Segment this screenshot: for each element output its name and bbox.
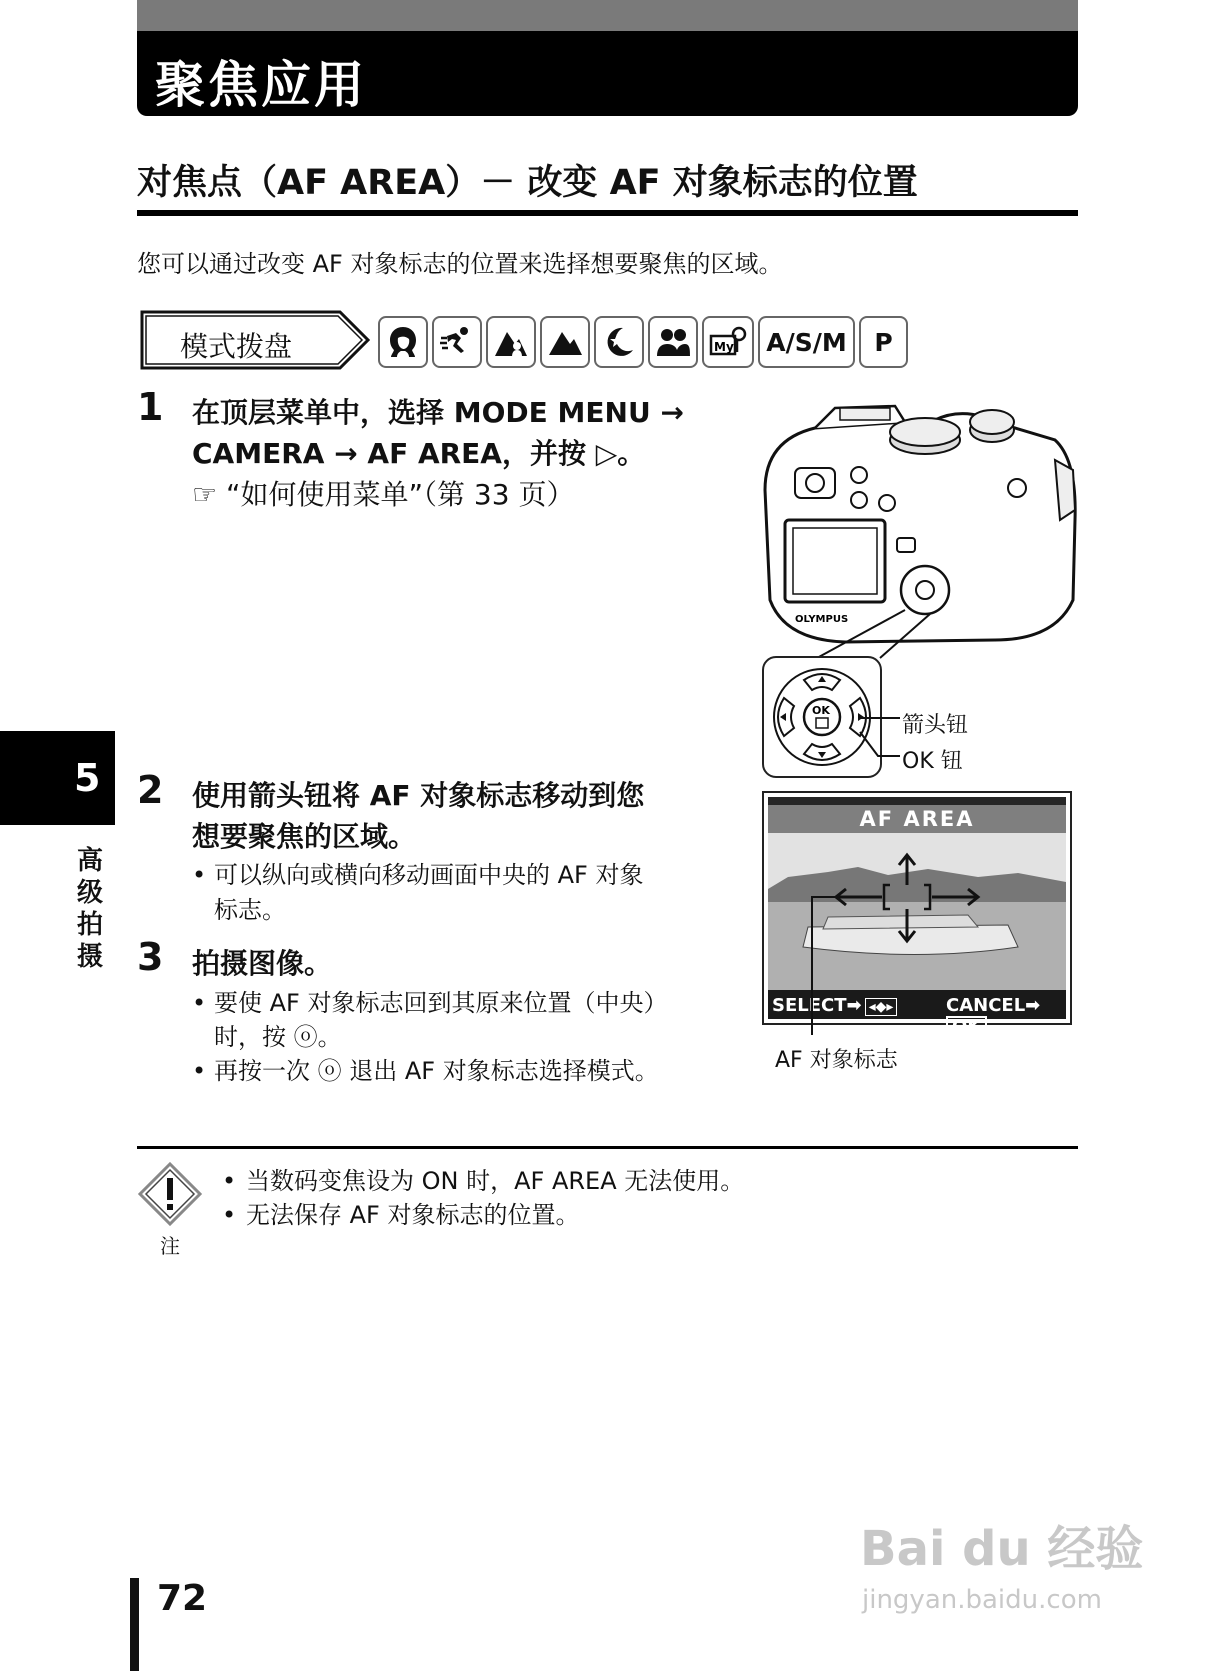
ok-button-text: OK bbox=[812, 704, 830, 717]
step-2-bullet-cont: 标志。 bbox=[214, 896, 286, 924]
step-1-line-2: CAMERA → AF AREA，并按 ▷。 bbox=[192, 437, 646, 470]
portrait-icon bbox=[378, 316, 428, 368]
note-label: 注 bbox=[160, 1234, 180, 1258]
step-3-bullet-1: • 要使 AF 对象标志回到其原来位置（中央） bbox=[192, 989, 668, 1017]
watermark-url: jingyan.baidu.com bbox=[862, 1585, 1102, 1615]
page-title: 聚焦应用 bbox=[155, 56, 367, 114]
page-number: 72 bbox=[157, 1578, 208, 1619]
note-item-1: • 当数码变焦设为 ON 时，AF AREA 无法使用。 bbox=[222, 1167, 745, 1195]
warning-icon bbox=[138, 1162, 202, 1226]
arrow-button-label: 箭头钮 bbox=[902, 713, 969, 738]
ok-button-label: OK 钮 bbox=[902, 749, 963, 774]
mode-dial-label: 模式拨盘 bbox=[180, 330, 293, 363]
watermark-logo: Bai du 经验 bbox=[860, 1521, 1144, 1577]
pad-leader-lines bbox=[860, 700, 900, 770]
mode-asm: A/S/M bbox=[758, 316, 855, 368]
header-top-bar bbox=[137, 0, 1078, 31]
self-portrait-icon bbox=[648, 316, 698, 368]
step-3-bullet-1-cont: 时，按 ⓞ。 bbox=[214, 1023, 342, 1051]
landscape-portrait-icon bbox=[486, 316, 536, 368]
note-item-2: • 无法保存 AF 对象标志的位置。 bbox=[222, 1201, 580, 1229]
chapter-title: 高级拍摄 bbox=[76, 846, 103, 972]
my-mode-icon bbox=[702, 316, 754, 368]
header-title-bar bbox=[137, 31, 1078, 116]
lcd-arrow-pad-icon: ◂◆▸ bbox=[865, 998, 898, 1016]
step-1-number: 1 bbox=[137, 385, 164, 429]
af-marker-leader bbox=[806, 895, 866, 1035]
page-number-bar bbox=[130, 1578, 139, 1671]
mode-p: P bbox=[859, 316, 908, 368]
svg-text:My: My bbox=[714, 340, 734, 354]
night-scene-icon bbox=[594, 316, 644, 368]
mode-icons-row bbox=[378, 316, 908, 368]
chapter-number: 5 bbox=[74, 756, 101, 800]
step-3-number: 3 bbox=[137, 935, 164, 979]
lcd-ok-box: OK bbox=[946, 1016, 987, 1038]
lcd-select-hint: SELECT➡ ◂◆▸ bbox=[772, 995, 897, 1016]
step-1-line-1: 在顶层菜单中，选择 MODE MENU → bbox=[192, 396, 684, 429]
note-divider bbox=[137, 1146, 1078, 1149]
section-title: 对焦点（AF AREA）－ 改变 AF 对象标志的位置 bbox=[137, 163, 918, 203]
step-1-reference: ☞ “如何使用菜单”（第 33 页） bbox=[192, 478, 575, 511]
af-marker-label: AF 对象标志 bbox=[775, 1048, 898, 1073]
step-3-line-1: 拍摄图像。 bbox=[192, 947, 333, 980]
lcd-title: AF AREA bbox=[768, 805, 1066, 833]
intro-text: 您可以通过改变 AF 对象标志的位置来选择想要聚焦的区域。 bbox=[137, 250, 783, 278]
step-3-bullet-2: • 再按一次 ⓞ 退出 AF 对象标志选择模式。 bbox=[192, 1057, 659, 1085]
lcd-cancel-hint: CANCEL➡OK bbox=[946, 995, 1041, 1037]
step-2-line-2: 想要聚焦的区域。 bbox=[192, 820, 417, 853]
section-divider bbox=[137, 210, 1078, 216]
camera-brand: OLYMPUS bbox=[795, 614, 849, 625]
step-2-bullet: • 可以纵向或横向移动画面中央的 AF 对象 bbox=[192, 861, 644, 889]
camera-illustration bbox=[755, 400, 1080, 660]
step-2-line-1: 使用箭头钮将 AF 对象标志移动到您 bbox=[192, 779, 645, 812]
step-2-number: 2 bbox=[137, 768, 164, 812]
sports-icon bbox=[432, 316, 482, 368]
landscape-icon bbox=[540, 316, 590, 368]
